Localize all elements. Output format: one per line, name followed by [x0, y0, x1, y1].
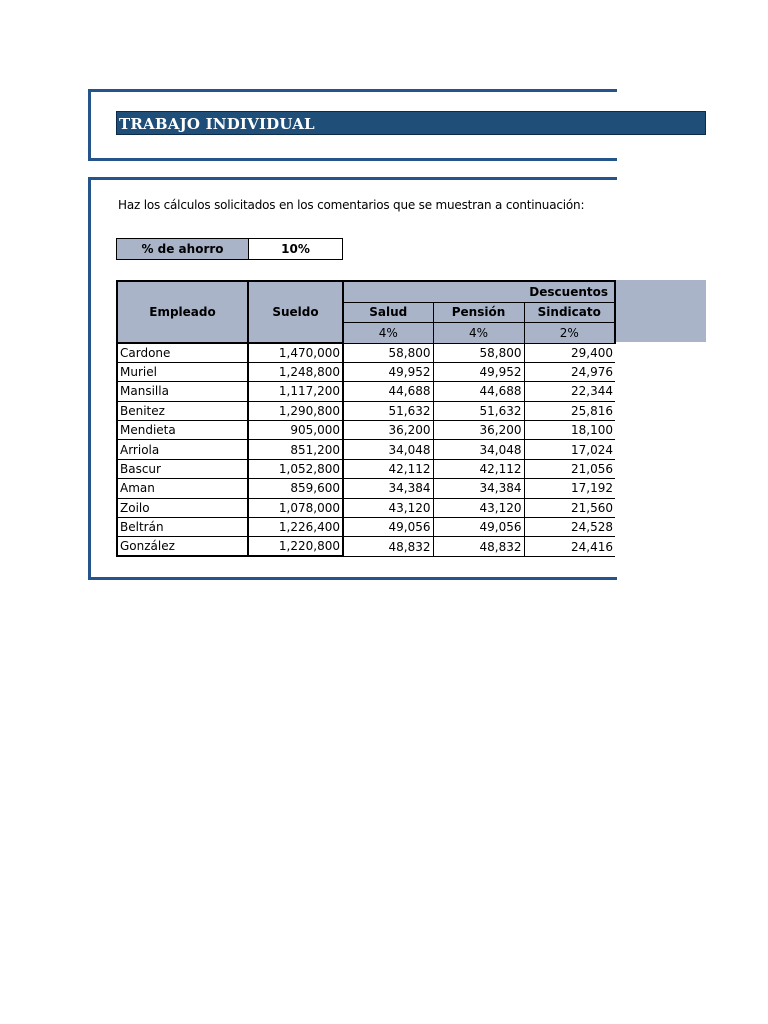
table-row — [117, 537, 615, 556]
header-pension: Pensión — [433, 302, 524, 322]
pension-cell[interactable]: 42,112 — [433, 459, 524, 478]
salud-cell[interactable]: 58,800 — [343, 343, 433, 362]
sueldo-cell[interactable]: 1,117,200 — [248, 382, 343, 401]
pension-cell[interactable]: 49,952 — [433, 362, 524, 381]
header-sueldo: Sueldo — [248, 281, 343, 343]
sindicato-cell[interactable]: 18,100 — [524, 421, 615, 440]
employee-name-cell[interactable]: Mendieta — [117, 421, 248, 440]
savings-rate-label: % de ahorro — [117, 239, 249, 259]
table-row — [117, 498, 615, 517]
salud-cell[interactable]: 48,832 — [343, 537, 433, 556]
header-salud-pct: 4% — [343, 322, 433, 343]
sueldo-cell[interactable]: 1,226,400 — [248, 518, 343, 537]
table-row — [117, 440, 615, 459]
table-row — [117, 362, 615, 381]
header-sindicato-pct: 2% — [524, 322, 615, 343]
table-row — [117, 459, 615, 478]
employee-name-cell[interactable]: Cardone — [117, 343, 248, 362]
sindicato-cell[interactable]: 22,344 — [524, 382, 615, 401]
employee-name-cell[interactable]: Beltrán — [117, 518, 248, 537]
sueldo-cell[interactable]: 1,470,000 — [248, 343, 343, 362]
salud-cell[interactable]: 34,048 — [343, 440, 433, 459]
sueldo-cell[interactable]: 1,248,800 — [248, 362, 343, 381]
employee-name-cell[interactable]: Muriel — [117, 362, 248, 381]
employee-name-cell[interactable]: Benitez — [117, 401, 248, 420]
pension-cell[interactable]: 48,832 — [433, 537, 524, 556]
pension-cell[interactable]: 49,056 — [433, 518, 524, 537]
table-row — [117, 401, 615, 420]
sueldo-cell[interactable]: 1,220,800 — [248, 537, 343, 556]
employee-name-cell[interactable]: Mansilla — [117, 382, 248, 401]
sueldo-cell[interactable]: 1,290,800 — [248, 401, 343, 420]
sindicato-cell[interactable]: 25,816 — [524, 401, 615, 420]
employee-name-cell[interactable]: Aman — [117, 479, 248, 498]
table-row — [117, 343, 615, 362]
sindicato-cell[interactable]: 21,560 — [524, 498, 615, 517]
pension-cell[interactable]: 36,200 — [433, 421, 524, 440]
pension-cell[interactable]: 43,120 — [433, 498, 524, 517]
payroll-table — [116, 280, 616, 557]
savings-rate-box — [116, 238, 343, 260]
sindicato-cell[interactable]: 24,416 — [524, 537, 615, 556]
salud-cell[interactable]: 44,688 — [343, 382, 433, 401]
salud-cell[interactable]: 36,200 — [343, 421, 433, 440]
instruction-text: Haz los cálculos solicitados en los comentarios que se muestran a continuación: — [118, 198, 585, 212]
table-row — [117, 421, 615, 440]
table-row — [117, 382, 615, 401]
sindicato-cell[interactable]: 24,976 — [524, 362, 615, 381]
sueldo-cell[interactable]: 851,200 — [248, 440, 343, 459]
pension-cell[interactable]: 58,800 — [433, 343, 524, 362]
pension-cell[interactable]: 44,688 — [433, 382, 524, 401]
salud-cell[interactable]: 49,056 — [343, 518, 433, 537]
table-row — [117, 518, 615, 537]
pension-cell[interactable]: 51,632 — [433, 401, 524, 420]
title-bar — [116, 111, 706, 135]
page-title: TRABAJO INDIVIDUAL — [119, 115, 315, 133]
header-pension-pct: 4% — [433, 322, 524, 343]
sindicato-cell[interactable]: 17,192 — [524, 479, 615, 498]
pension-cell[interactable]: 34,384 — [433, 479, 524, 498]
pension-cell[interactable]: 34,048 — [433, 440, 524, 459]
salud-cell[interactable]: 49,952 — [343, 362, 433, 381]
sueldo-cell[interactable]: 859,600 — [248, 479, 343, 498]
salud-cell[interactable]: 42,112 — [343, 459, 433, 478]
sueldo-cell[interactable]: 905,000 — [248, 421, 343, 440]
employee-name-cell[interactable]: González — [117, 537, 248, 556]
sueldo-cell[interactable]: 1,052,800 — [248, 459, 343, 478]
employee-name-cell[interactable]: Arriola — [117, 440, 248, 459]
sindicato-cell[interactable]: 21,056 — [524, 459, 615, 478]
employee-name-cell[interactable]: Bascur — [117, 459, 248, 478]
table-row — [117, 479, 615, 498]
sueldo-cell[interactable]: 1,078,000 — [248, 498, 343, 517]
employee-name-cell[interactable]: Zoilo — [117, 498, 248, 517]
salud-cell[interactable]: 34,384 — [343, 479, 433, 498]
header-empleado: Empleado — [117, 281, 248, 343]
sindicato-cell[interactable]: 29,400 — [524, 343, 615, 362]
header-sindicato: Sindicato — [524, 302, 615, 322]
savings-rate-value[interactable]: 10% — [281, 242, 310, 256]
header-fill-extension — [614, 280, 706, 342]
sindicato-cell[interactable]: 17,024 — [524, 440, 615, 459]
salud-cell[interactable]: 51,632 — [343, 401, 433, 420]
salud-cell[interactable]: 43,120 — [343, 498, 433, 517]
header-descuentos: Descuentos — [343, 281, 615, 302]
sindicato-cell[interactable]: 24,528 — [524, 518, 615, 537]
header-salud: Salud — [343, 302, 433, 322]
